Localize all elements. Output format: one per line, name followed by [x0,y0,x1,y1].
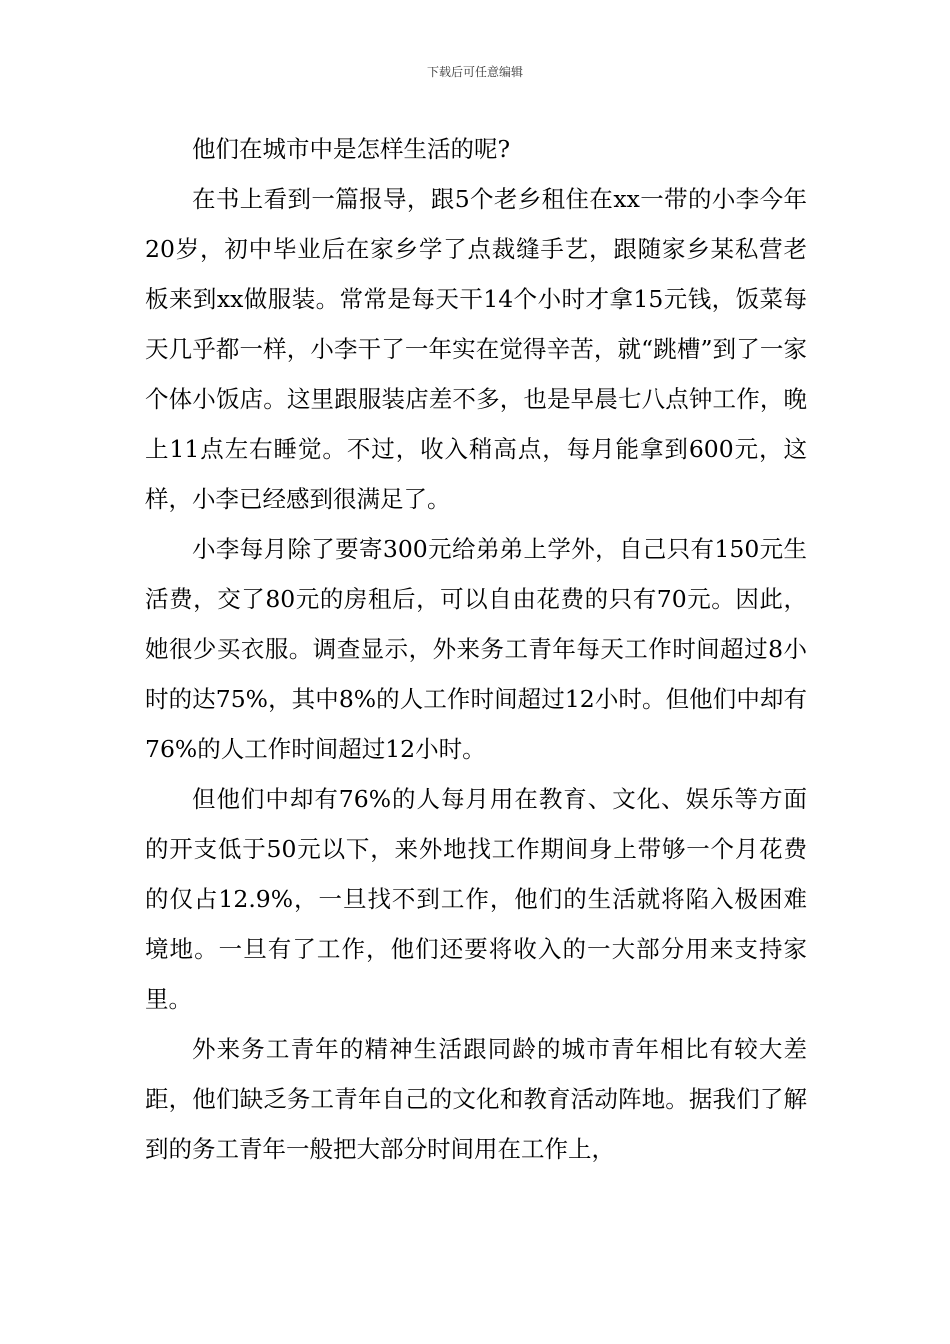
paragraph-3: 小李每月除了要寄300元给弟弟上学外，自己只有150元生活费，交了80元的房租后，可以自由花费的只有70元。因此，她很少买衣服。调查显示，外来务工青年每天工作时间超过8小时的达75%，其中8%的人工作时间超过12小时。但他们中却有76%的人工作时间超过12小时。 [145,535,807,763]
page-header: 下载后可任意编辑 [426,65,523,79]
paragraph-2: 在书上看到一篇报导，跟5个老乡租住在xx一带的小李今年20岁，初中毕业后在家乡学了点裁缝手艺，跟随家乡某私营老板来到xx做服装。常常是每天干14个小时才拿15元钱，饭菜每天几乎都一样，小李干了一年实在觉得辛苦，就“跳槽”到了一家个体小饭店。这里跟服装店差不多，也是早晨七八点钟工作，晚上11点左右睡觉。不过，收入稍高点，每月能拿到600元，这样，小李已经感到很满足了。 [145,185,807,513]
paragraph-1: 他们在城市中是怎样生活的呢? [192,135,511,163]
document-body [145,124,807,1174]
paragraph-4: 但他们中却有76%的人每月用在教育、文化、娱乐等方面的开支低于50元以下，来外地找工作期间身上带够一个月花费的仅占12.9%，一旦找不到工作，他们的生活就将陷入极困难境地。一旦有了工作，他们还要将收入的一大部分用来支持家里。 [145,785,807,1013]
paragraph-5: 外来务工青年的精神生活跟同龄的城市青年相比有较大差距，他们缺乏务工青年自己的文化和教育活动阵地。据我们了解到的务工青年一般把大部分时间用在工作上， [145,1035,807,1163]
